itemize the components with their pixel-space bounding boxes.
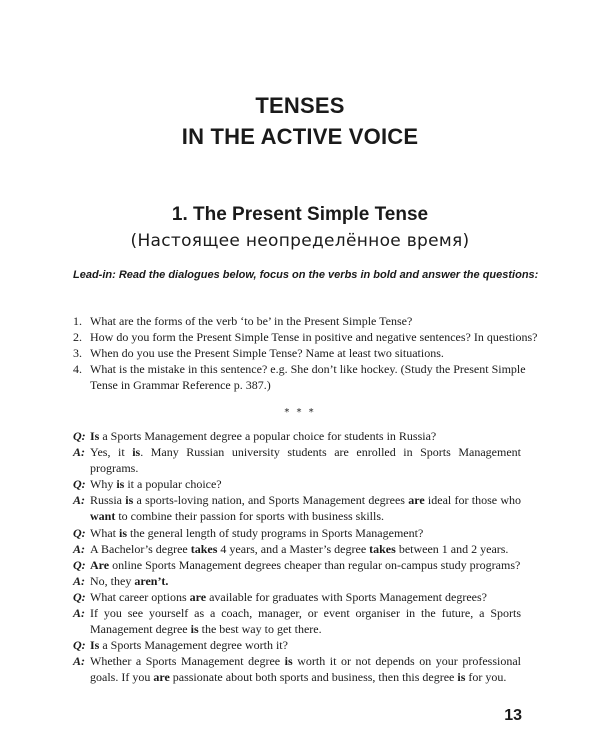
highlighted-verb: want <box>90 509 116 524</box>
dialogue-turn <box>73 573 521 589</box>
speaker-label: Q: <box>73 429 86 443</box>
dialogue-turn <box>73 428 521 444</box>
dialogue-line: If you see yourself as a coach, manager, or event organiser in the future, a Sports Management degree is the best way to get there. <box>90 606 521 637</box>
dialogue-line: What career options are available for graduates with Sports Management degrees? <box>90 589 487 604</box>
speaker-label: A: <box>73 445 85 460</box>
highlighted-verb: aren’t. <box>134 573 169 588</box>
dialogue-line: A Bachelor’s degree takes 4 years, and a Master’s degree takes between 1 and 2 years. <box>90 541 509 556</box>
highlighted-verb: Is <box>90 429 100 443</box>
speaker-label: Q: <box>73 638 86 653</box>
question-item <box>73 329 543 345</box>
dialogue-line: Whether a Sports Management degree is worth it or not depends on your professional goals. If you are passionate about both sports and business, then this degree is for you. <box>90 654 521 685</box>
dialogue-turn <box>73 653 521 685</box>
question-text: How do you form the Present Simple Tense in positive and negative sentences? In questions? <box>90 330 538 344</box>
dialogue-turn <box>73 444 521 476</box>
dialogue-turn <box>73 589 521 605</box>
highlighted-verb: are <box>408 493 425 508</box>
dialogue <box>73 428 521 686</box>
highlighted-verb: is <box>119 525 128 540</box>
dialogue-turn <box>73 541 521 557</box>
speaker-label: Q: <box>73 589 86 604</box>
speaker-label: A: <box>73 573 85 588</box>
highlighted-verb: are <box>189 589 207 604</box>
speaker-label: A: <box>73 606 85 621</box>
dialogue-line: Yes, it is. Many Russian university students are enrolled in Sports Management programs. <box>90 445 521 476</box>
dialogue-turn <box>73 557 521 573</box>
page-number: 13 <box>504 707 522 724</box>
question-item <box>73 361 543 393</box>
question-number: 1. <box>73 314 82 328</box>
highlighted-verb: takes <box>190 541 218 556</box>
dialogue-line: No, they aren’t. <box>90 573 169 588</box>
speaker-label: A: <box>73 493 85 508</box>
question-text: What is the mistake in this sentence? e.g. She don’t like hockey. (Study the Present Simple Tense in Grammar Reference p. 387.) <box>90 362 526 392</box>
highlighted-verb: is <box>284 654 293 669</box>
highlighted-verb: are <box>153 670 170 685</box>
highlighted-verb: is <box>190 622 199 637</box>
question-item <box>73 345 543 361</box>
section-separator: * * * <box>284 407 316 418</box>
lead-in-instructions: Lead-in: Read the dialogues below, focus on the verbs in bold and answer the questions: <box>73 269 539 281</box>
question-text: What are the forms of the verb ‘to be’ in the Present Simple Tense? <box>90 314 413 328</box>
speaker-label: A: <box>73 654 85 669</box>
dialogue-line: Why is it a popular choice? <box>90 477 222 492</box>
dialogue-turn <box>73 476 521 492</box>
dialogue-turn <box>73 605 521 637</box>
speaker-label: A: <box>73 541 85 556</box>
highlighted-verb: Is <box>90 638 100 653</box>
highlighted-verb: takes <box>369 541 396 556</box>
question-number: 4. <box>73 362 82 376</box>
dialogue-line: Russia is a sports-loving nation, and Sports Management degrees are ideal for those who want to combine their passion for sports with business skills. <box>90 493 521 524</box>
chapter-title-line-2: IN THE ACTIVE VOICE <box>181 124 419 149</box>
dialogue-turn <box>73 492 521 524</box>
dialogue-line: What is the general length of study programs in Sports Management? <box>90 525 424 540</box>
chapter-title-line-1: TENSES <box>255 93 345 118</box>
dialogue-line: Is a Sports Management degree a popular choice for students in Russia? <box>90 429 437 443</box>
question-number: 3. <box>73 346 82 360</box>
section-title: 1. The Present Simple Tense <box>171 204 429 225</box>
highlighted-verb: is <box>116 477 125 492</box>
dialogue-turn <box>73 637 521 653</box>
speaker-label: Q: <box>73 557 86 572</box>
dialogue-line: Is a Sports Management degree worth it? <box>90 638 288 653</box>
dialogue-line: Are online Sports Management degrees cheaper than regular on-campus study programs? <box>90 557 521 572</box>
dialogue-turn <box>73 525 521 541</box>
speaker-label: Q: <box>73 525 86 540</box>
chapter-title <box>0 90 600 152</box>
highlighted-verb: Are <box>90 557 110 572</box>
section-subtitle: (Настоящее неопределённое время) <box>130 231 470 251</box>
highlighted-verb: is <box>125 493 134 508</box>
question-number: 2. <box>73 330 82 344</box>
speaker-label: Q: <box>73 477 86 492</box>
question-text: When do you use the Present Simple Tense? Name at least two situations. <box>90 346 444 360</box>
highlighted-verb: is <box>457 670 466 685</box>
question-list <box>73 313 543 393</box>
highlighted-verb: is <box>132 445 141 460</box>
question-item <box>73 313 543 329</box>
